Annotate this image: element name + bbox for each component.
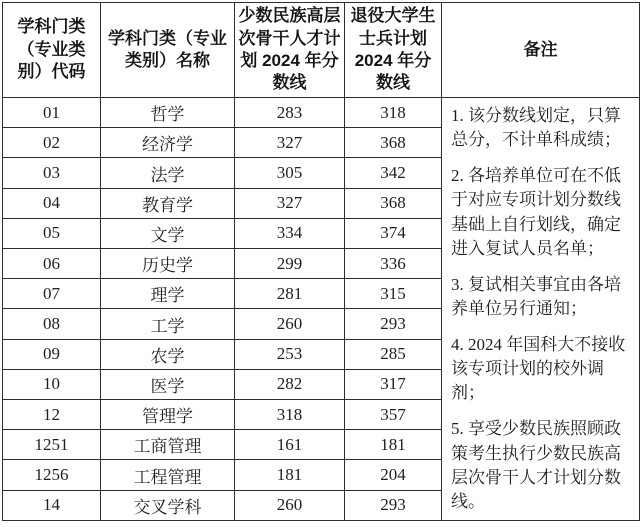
cell-veteran-score: 342 <box>345 158 442 188</box>
cell-veteran-score: 368 <box>345 188 442 218</box>
col-header-veteran-plan-score: 退役大学生士兵计划 2024 年分数线 <box>345 3 442 98</box>
cell-veteran-score: 285 <box>345 339 442 369</box>
cell-name: 理学 <box>101 279 235 309</box>
cell-code: 02 <box>3 128 101 158</box>
cell-name: 交叉学科 <box>101 490 235 520</box>
remark-item: 4. 2024 年国科大不接收该专项计划的校外调剂； <box>451 335 626 403</box>
cell-minority-score: 281 <box>235 279 345 309</box>
cell-minority-score: 282 <box>235 369 345 399</box>
cell-veteran-score: 318 <box>345 98 442 128</box>
cell-veteran-score: 374 <box>345 218 442 248</box>
remarks-cell <box>442 98 640 521</box>
cell-minority-score: 305 <box>235 158 345 188</box>
cell-veteran-score: 204 <box>345 460 442 490</box>
cell-name: 工商管理 <box>101 430 235 460</box>
score-line-table <box>2 2 640 521</box>
col-header-category-code: 学科门类（专业类别）代码 <box>3 3 101 98</box>
cell-veteran-score: 315 <box>345 279 442 309</box>
cell-code: 03 <box>3 158 101 188</box>
cell-veteran-score: 368 <box>345 128 442 158</box>
cell-minority-score: 181 <box>235 460 345 490</box>
cell-minority-score: 327 <box>235 188 345 218</box>
cell-code: 08 <box>3 309 101 339</box>
remark-item: 5. 享受少数民族照顾政策考生执行少数民族高层次骨干人才计划分数线。 <box>451 419 621 511</box>
header-row <box>3 3 640 98</box>
cell-name: 历史学 <box>101 249 235 279</box>
cell-minority-score: 299 <box>235 249 345 279</box>
cell-code: 12 <box>3 400 101 430</box>
cell-minority-score: 253 <box>235 339 345 369</box>
cell-veteran-score: 357 <box>345 400 442 430</box>
cell-code: 05 <box>3 218 101 248</box>
col-header-remarks: 备注 <box>442 3 640 98</box>
remark-item: 2. 各培养单位可在不低于对应专项计划分数线基础上自行划线，确定进入复试人员名单； <box>451 166 621 258</box>
cell-code: 1256 <box>3 460 101 490</box>
cell-name: 哲学 <box>101 98 235 128</box>
cell-minority-score: 318 <box>235 400 345 430</box>
cell-code: 1251 <box>3 430 101 460</box>
cell-name: 医学 <box>101 369 235 399</box>
cell-veteran-score: 293 <box>345 490 442 520</box>
cell-code: 07 <box>3 279 101 309</box>
remark-item: 1. 该分数线划定，只算总分，不计单科成绩； <box>451 106 621 150</box>
table-row <box>3 98 640 128</box>
cell-name: 教育学 <box>101 188 235 218</box>
cell-name: 法学 <box>101 158 235 188</box>
cell-veteran-score: 293 <box>345 309 442 339</box>
cell-veteran-score: 317 <box>345 369 442 399</box>
cell-code: 10 <box>3 369 101 399</box>
cell-code: 01 <box>3 98 101 128</box>
cell-code: 14 <box>3 490 101 520</box>
cell-minority-score: 334 <box>235 218 345 248</box>
remark-item: 3. 复试相关事宜由各培养单位另行通知； <box>451 274 621 318</box>
cell-name: 管理学 <box>101 400 235 430</box>
cell-veteran-score: 336 <box>345 249 442 279</box>
cell-name: 文学 <box>101 218 235 248</box>
cell-name: 工学 <box>101 309 235 339</box>
cell-minority-score: 327 <box>235 128 345 158</box>
col-header-category-name: 学科门类（专业类别）名称 <box>101 3 235 98</box>
col-header-minority-plan-score: 少数民族高层次骨干人才计划 2024 年分数线 <box>235 3 345 98</box>
cell-code: 04 <box>3 188 101 218</box>
cell-code: 09 <box>3 339 101 369</box>
cell-code: 06 <box>3 249 101 279</box>
cell-name: 工程管理 <box>101 460 235 490</box>
cell-minority-score: 260 <box>235 490 345 520</box>
cell-name: 经济学 <box>101 128 235 158</box>
cell-minority-score: 161 <box>235 430 345 460</box>
cell-minority-score: 283 <box>235 98 345 128</box>
cell-name: 农学 <box>101 339 235 369</box>
cell-minority-score: 260 <box>235 309 345 339</box>
cell-veteran-score: 181 <box>345 430 442 460</box>
